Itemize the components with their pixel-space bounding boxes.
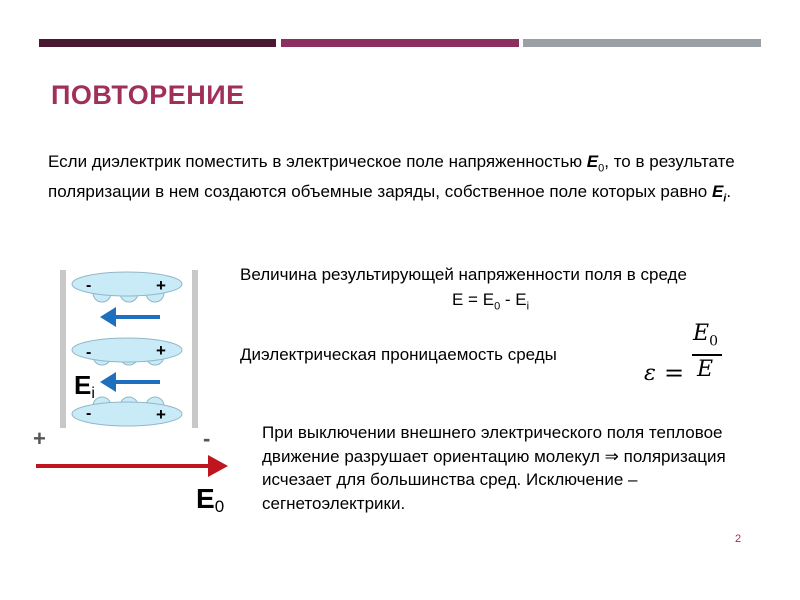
formula-denominator: E [697, 357, 714, 382]
molecule-minus-label: - [86, 277, 92, 294]
outer-plus-sign: + [33, 426, 46, 451]
dipole-molecule [72, 338, 182, 365]
dipole-molecule [72, 397, 182, 426]
dipole-molecule [72, 272, 182, 302]
implies-arrow-icon: ⇒ [604, 446, 619, 466]
formula-numerator: $E_0$ [693, 321, 718, 350]
equals-sign: = [664, 359, 685, 387]
right-plate [192, 270, 198, 428]
slide-title: ПОВТОРЕНИЕ [51, 80, 245, 110]
molecule-plus-label: + [156, 276, 166, 295]
intro-paragraph: Если диэлектрик поместить в электрическое поле напряженностью $E_0$, то в результате поляризации в нем создаются объемные заряды, собственное поле которых равно $E_i$. [48, 152, 735, 205]
resultant-field-label: Величина результирующей напряженности поля в среде [240, 265, 687, 284]
switch-off-paragraph: При выключении внешнего электрического поля тепловое движение разрушает ориентацию молекул ⇒ поляризация исчезает для большинства сред. Исключение – сегнетоэлектрики. [262, 423, 726, 513]
molecule-plus-label: + [156, 341, 166, 360]
outer-minus-sign: - [203, 426, 211, 451]
ei-arrowhead-lower-icon [100, 372, 116, 392]
ei-arrowhead-upper-icon [100, 307, 116, 327]
molecule-plus-label: + [156, 405, 166, 424]
e0-arrowhead-icon [208, 455, 228, 477]
left-plate [60, 270, 66, 428]
epsilon-symbol: ε [644, 361, 656, 386]
molecule-minus-label: - [86, 344, 92, 361]
permittivity-label: Диэлектрическая проницаемость среды [240, 345, 557, 364]
e0-label: E0 [196, 483, 225, 516]
page-number: 2 [735, 533, 742, 545]
ei-label: Ei [74, 370, 95, 402]
molecule-minus-label: - [86, 405, 92, 422]
resultant-field-equation: $E = E_0 - E_i$ [452, 290, 530, 313]
